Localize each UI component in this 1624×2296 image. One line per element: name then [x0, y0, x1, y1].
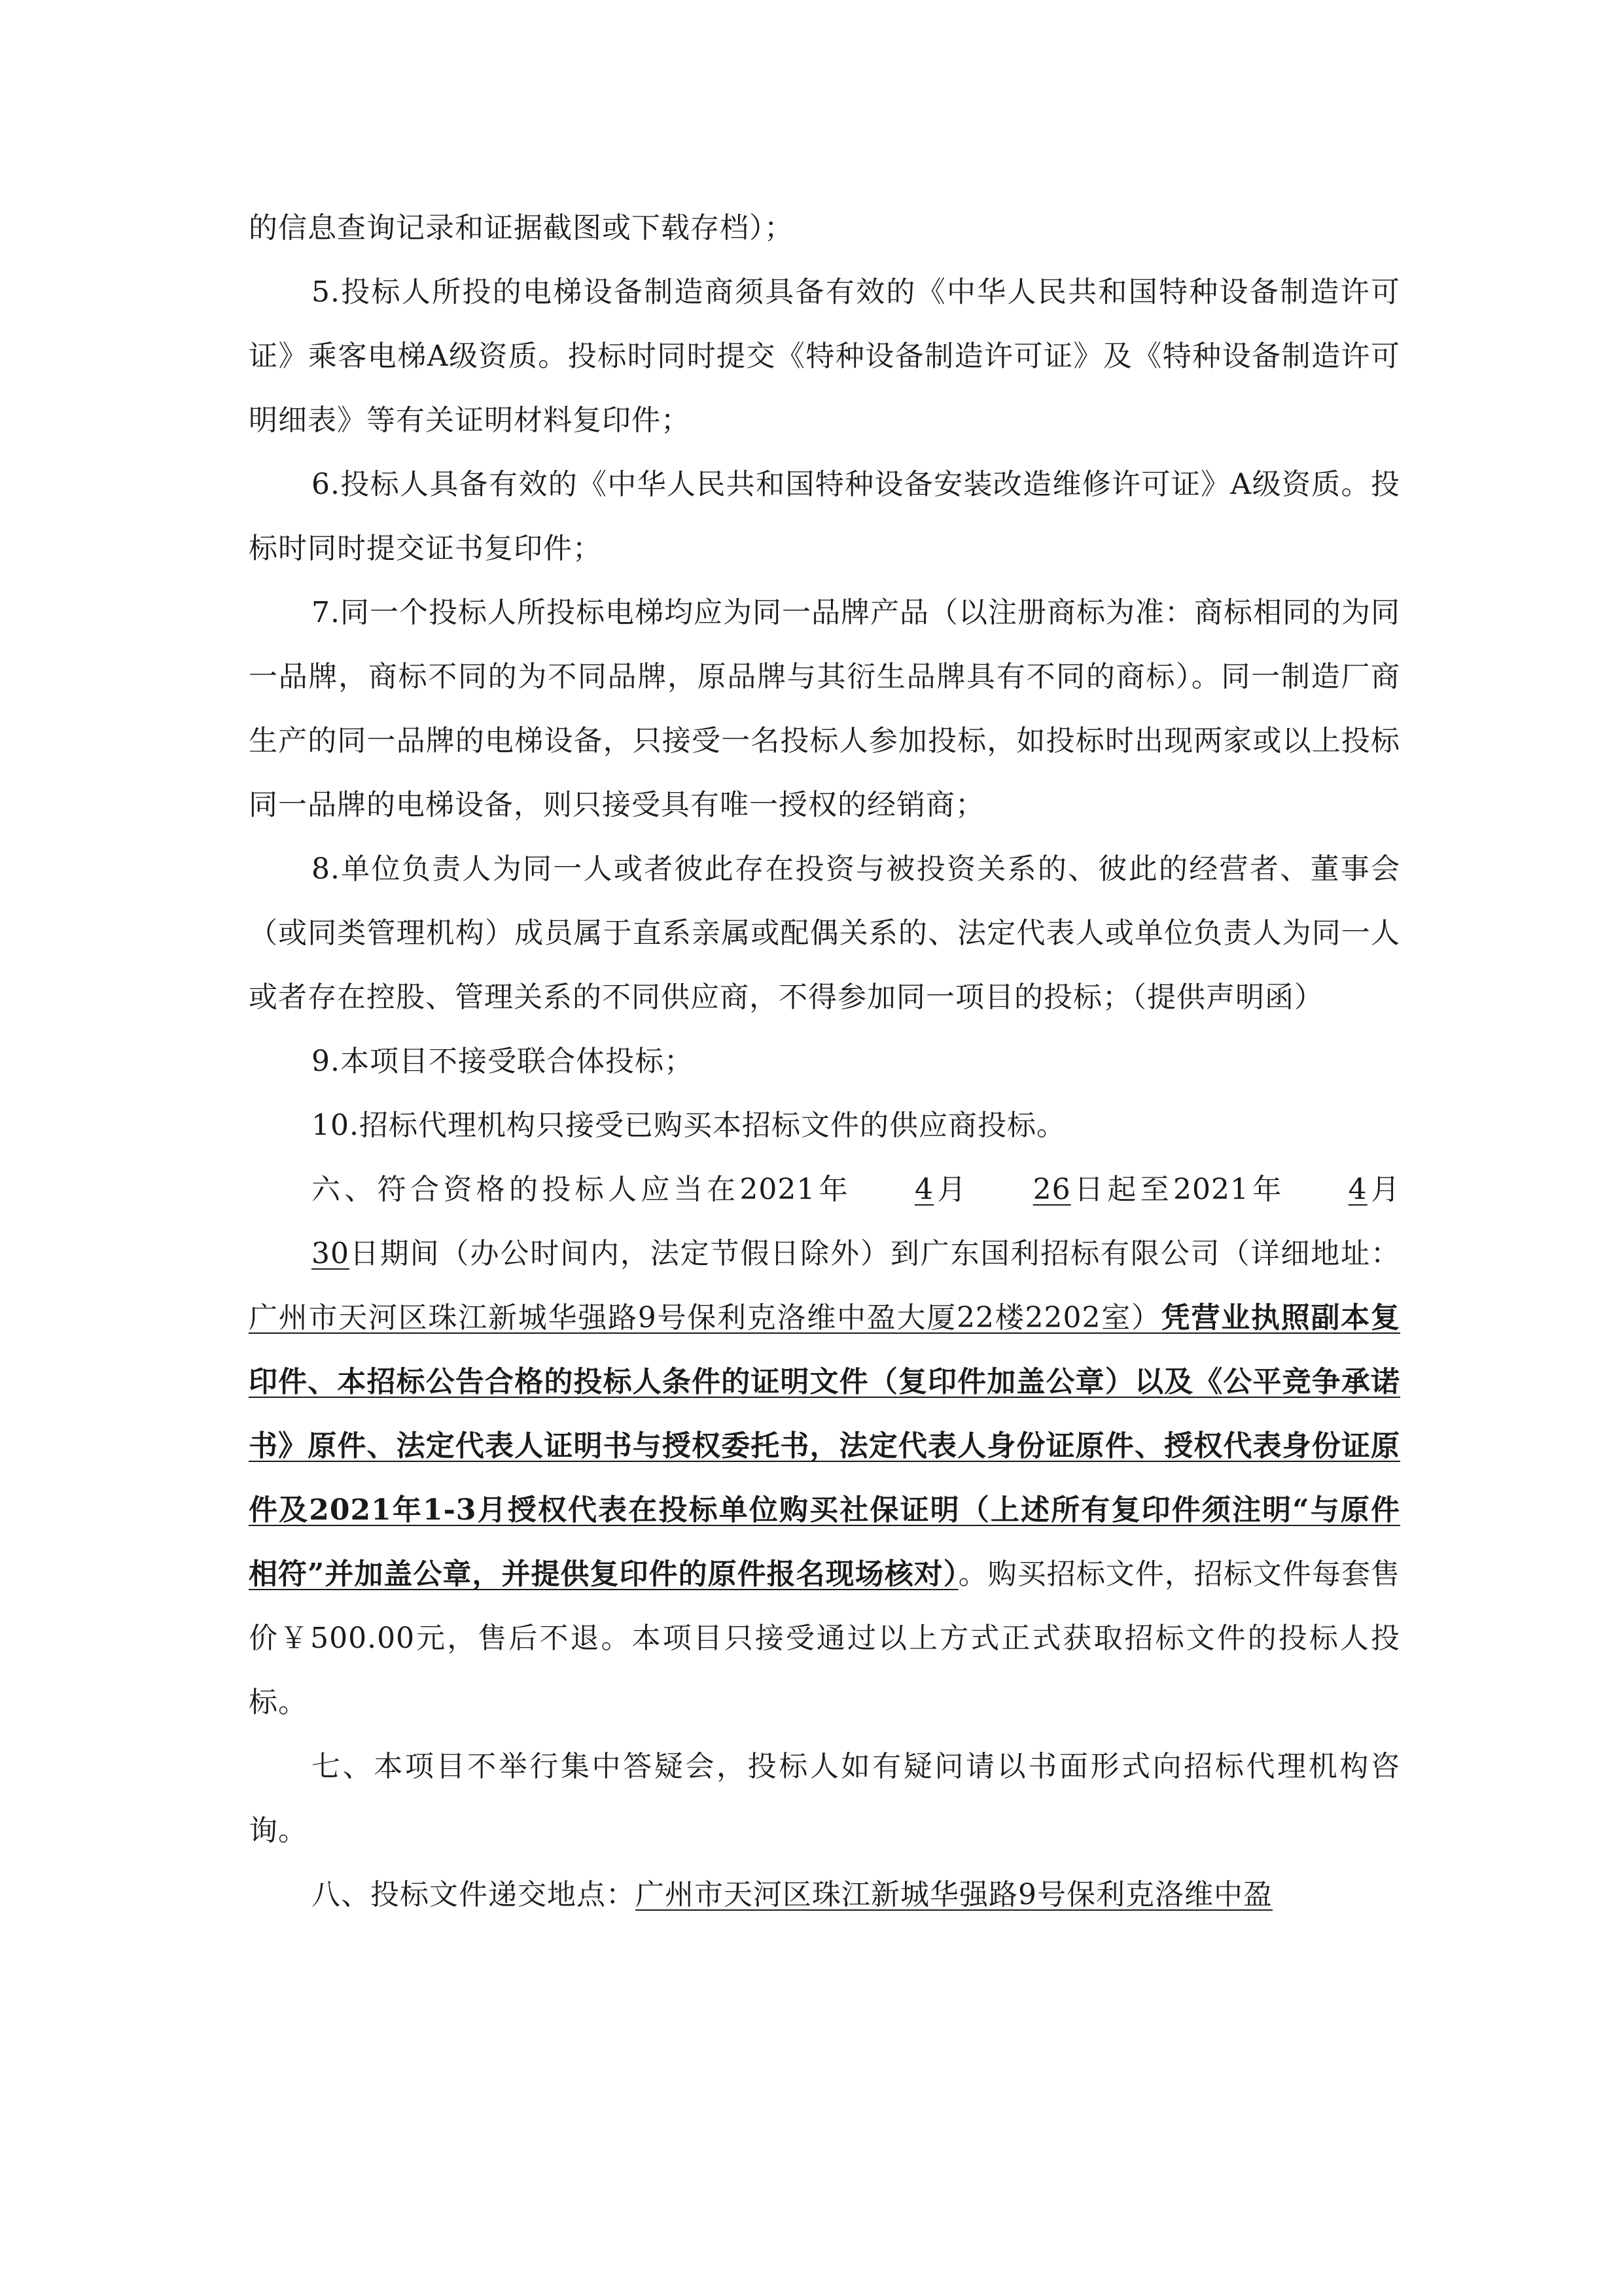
sec6-text-3: 日起至2021年 — [1070, 1173, 1286, 1206]
sec6-text-5: 日期间（办公时间内，法定节假日除外）到广东国利招标有限公司（详细地址： — [349, 1237, 1400, 1270]
sec6-start-day: 26 — [1033, 1173, 1071, 1206]
paragraph-item-10: 10.招标代理机构只接受已购买本招标文件的供应商投标。 — [311, 1109, 1066, 1142]
paragraph-continuation: 的信息查询记录和证据截图或下载存档）； — [249, 211, 794, 245]
sec6-end-day: 30 — [311, 1237, 349, 1270]
sec8-address: 广州市天河区珠江新城华强路9号保利克洛维中盈 — [635, 1878, 1273, 1911]
paragraph-item-9: 9.本项目不接受联合体投标； — [311, 1045, 694, 1078]
section-7-paragraph: 七、本项目不举行集中答疑会，投标人如有疑问请以书面形式向招标代理机构咨询。 — [249, 1750, 1400, 1847]
sec6-text-4: 月 — [1367, 1173, 1400, 1206]
section-8-paragraph — [249, 1863, 1400, 1927]
sec6-address: 广州市天河区珠江新城华强路9号保利克洛维中盈大厦22楼2202室） — [249, 1301, 1161, 1334]
sec6-text-1: 六、符合资格的投标人应当在2021年 — [311, 1173, 852, 1206]
sec6-required-documents: 凭营业执照副本复印件、本招标公告合格的投标人条件的证明文件（复印件加盖公章）以及《公平竞争承诺书》原件、法定代表人证明书与授权委托书，法定代表人身份证原件、授权代表身份证原件及2021年1-3月授权代表在投标单位购买社保证明（上述所有复印件须注明“与原件相符”并加盖公章，并提供复印件的原件报名现场核对） — [249, 1301, 1400, 1591]
paragraph-item-8: 8.单位负责人为同一人或者彼此存在投资与被投资关系的、彼此的经营者、董事会（或同类管理机构）成员属于直系亲属或配偶关系的、法定代表人或单位负责人为同一人或者存在控股、管理关系的不同供应商，不得参加同一项目的投标；（提供声明函） — [249, 852, 1400, 1014]
sec6-end-month: 4 — [1348, 1173, 1368, 1206]
paragraph-item-6: 6.投标人具备有效的《中华人民共和国特种设备安装改造维修许可证》A级资质。投标时同时提交证书复印件； — [249, 468, 1400, 565]
section-6-paragraph — [249, 1158, 1400, 1735]
sec6-text-6: 。购买招标文件，招标文件每套售价￥500.00元，售后不退。本项目只接受通过以上方式正式获取招标文件的投标人投标。 — [249, 1557, 1400, 1719]
paragraph-item-7: 7.同一个投标人所投标电梯均应为同一品牌产品（以注册商标为准：商标相同的为同一品牌，商标不同的为不同品牌，原品牌与其衍生品牌具有不同的商标）。同一制造厂商生产的同一品牌的电梯设备，只接受一名投标人参加投标，如投标时出现两家或以上投标同一品牌的电梯设备，则只接受具有唯一授权的经销商； — [249, 596, 1400, 822]
paragraph-item-5: 5.投标人所投的电梯设备制造商须具备有效的《中华人民共和国特种设备制造许可证》乘客电梯A级资质。投标时同时提交《特种设备制造许可证》及《特种设备制造许可明细表》等有关证明材料复印件； — [249, 275, 1400, 437]
document-body — [249, 196, 1400, 1927]
sec6-text-2: 月 — [934, 1173, 970, 1206]
sec8-label: 八、投标文件递交地点： — [311, 1878, 635, 1911]
sec6-start-month: 4 — [915, 1173, 934, 1206]
